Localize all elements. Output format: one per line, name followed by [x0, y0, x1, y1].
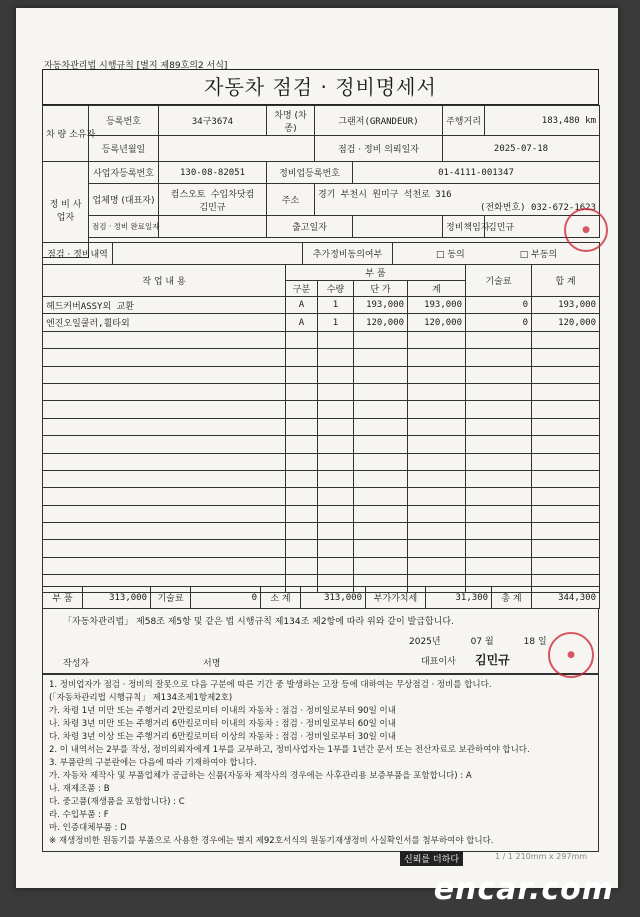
- writer-label: 작성자: [63, 659, 90, 669]
- cell-unit: [354, 436, 408, 453]
- address-text: 경기 부천시 원미구 석천로 316: [318, 190, 452, 200]
- cell-qty: [318, 488, 354, 505]
- note-line: 마. 인증대체부품 : D: [49, 823, 127, 833]
- cell-unit: [354, 418, 408, 435]
- cell-qty: [318, 557, 354, 574]
- cell-unit: [354, 366, 408, 383]
- owner-label: 차 량 소유자: [43, 106, 89, 162]
- release: [353, 216, 443, 238]
- parts-label: 부 품: [286, 265, 466, 281]
- cell-work: [43, 540, 286, 557]
- cell-div: [286, 540, 318, 557]
- cell-sum: [408, 401, 466, 418]
- cell-work: [43, 523, 286, 540]
- cell-work: [43, 436, 286, 453]
- cell-sum: [408, 470, 466, 487]
- cell-div: [286, 505, 318, 522]
- cell-div: [286, 488, 318, 505]
- cell-qty: [318, 418, 354, 435]
- cell-unit: [354, 488, 408, 505]
- parts-total: 313,000: [83, 587, 151, 609]
- cell-work: [43, 453, 286, 470]
- shop-reg-label: 정비업등록번호: [267, 162, 353, 184]
- cell-total: [532, 331, 600, 348]
- labor-total: 0: [191, 587, 261, 609]
- cell-labor: [466, 453, 532, 470]
- page-info: 1 / 1 210mm x 297mm: [495, 852, 588, 861]
- cell-total: 120,000: [532, 314, 600, 331]
- cell-sum: [408, 383, 466, 400]
- cell-qty: [318, 453, 354, 470]
- company: [159, 184, 267, 216]
- cell-unit: 193,000: [354, 297, 408, 314]
- cell-div: [286, 470, 318, 487]
- cell-total: 193,000: [532, 297, 600, 314]
- cell-work: 헤드커버ASSY외 교환: [43, 297, 286, 314]
- cell-div: [286, 366, 318, 383]
- table-row: [43, 349, 600, 366]
- note-line: 가. 자동차 제작사 및 부품업체가 공급하는 신품(자동차 제작사의 경우에는 사후관리용 보증부품을 포함합니다) : A: [49, 771, 472, 781]
- cell-labor: [466, 488, 532, 505]
- cell-labor: 0: [466, 314, 532, 331]
- company-label: 업체명 (대표자): [89, 184, 159, 216]
- cell-unit: [354, 505, 408, 522]
- cell-labor: 0: [466, 297, 532, 314]
- work-label: 작 업 내 용: [43, 265, 286, 297]
- document-title: 자동차 점검 · 정비명세서: [42, 69, 599, 105]
- cell-qty: [318, 523, 354, 540]
- cell-labor: [466, 383, 532, 400]
- cell-div: A: [286, 314, 318, 331]
- table-row: [43, 297, 600, 314]
- cell-work: [43, 470, 286, 487]
- cell-div: [286, 418, 318, 435]
- cell-qty: [318, 331, 354, 348]
- reg-no-label: 등록번호: [89, 106, 159, 136]
- cell-sum: [408, 418, 466, 435]
- cell-sum: [408, 540, 466, 557]
- table-row: [43, 505, 600, 522]
- company-rep: 김민규: [199, 202, 226, 213]
- cell-total: [532, 349, 600, 366]
- cell-labor: [466, 523, 532, 540]
- vehicle-shop-table: [42, 105, 600, 258]
- work-table: [42, 264, 600, 593]
- cell-work: [43, 331, 286, 348]
- table-row: [43, 557, 600, 574]
- cell-sum: [408, 523, 466, 540]
- watermark-logo: encar.com: [433, 872, 614, 907]
- cell-sum: [408, 366, 466, 383]
- reg-year: [159, 136, 315, 162]
- cell-div: [286, 436, 318, 453]
- cell-qty: 1: [318, 314, 354, 331]
- total-label: 합 계: [532, 265, 600, 297]
- note-line: 2. 이 내역서는 2부를 작성, 정비의뢰자에게 1부를 교부하고, 정비사업자는 1부를 1년간 문서 또는 전산자료로 보관하여야 합니다.: [49, 745, 530, 755]
- consent-label: 추가정비동의여부: [303, 243, 393, 265]
- car-name-label: 차명 (차종): [267, 106, 315, 136]
- cell-work: [43, 366, 286, 383]
- footer-tag: 신뢰를 더하다: [400, 851, 463, 866]
- cell-labor: [466, 470, 532, 487]
- cell-work: [43, 383, 286, 400]
- cell-work: [43, 418, 286, 435]
- subtotal: 313,000: [301, 587, 366, 609]
- labor-total-label: 기술료: [151, 587, 191, 609]
- table-row: [43, 453, 600, 470]
- cell-labor: [466, 418, 532, 435]
- cell-total: [532, 453, 600, 470]
- cell-div: [286, 349, 318, 366]
- ceo-label: 대표이사: [421, 657, 456, 667]
- shop-reg: 01-4111-001347: [353, 162, 600, 184]
- car-name: 그랜저(GRANDEUR): [315, 106, 443, 136]
- table-row: [43, 383, 600, 400]
- cell-div: A: [286, 297, 318, 314]
- release-label: 출고일자: [267, 216, 353, 238]
- company-seal-stamp: ●: [564, 208, 608, 252]
- cell-sum: [408, 505, 466, 522]
- note-line: 나. 차령 3년 미만 또는 주행거리 6만킬로미터 이내의 자동차 : 점검 · 정비일로부터 60일 이내: [49, 719, 396, 729]
- mileage: 183,480 km: [485, 106, 600, 136]
- mileage-unit: km: [585, 115, 596, 126]
- subtotal-label: 소 계: [261, 587, 301, 609]
- unit-label: 단 가: [354, 281, 408, 297]
- table-row: [43, 436, 600, 453]
- cell-unit: 120,000: [354, 314, 408, 331]
- manager-label: 정비책임자: [443, 216, 485, 238]
- cell-qty: [318, 505, 354, 522]
- cell-labor: [466, 401, 532, 418]
- table-row: [43, 401, 600, 418]
- cell-labor: [466, 557, 532, 574]
- cell-qty: [318, 470, 354, 487]
- cell-total: [532, 383, 600, 400]
- vat: 31,300: [426, 587, 492, 609]
- statement: 「자동차관리법」 제58조 제5항 및 같은 법 시행규칙 제134조 제2항에 따라 위와 같이 발급합니다.: [63, 617, 454, 627]
- manager: 김민규: [485, 216, 600, 238]
- cell-qty: [318, 383, 354, 400]
- cell-work: [43, 401, 286, 418]
- grand-total-label: 총 계: [492, 587, 532, 609]
- table-row: [43, 366, 600, 383]
- cell-labor: [466, 436, 532, 453]
- sum-label: 계: [408, 281, 466, 297]
- note-line: (「자동차관리법 시행규칙」 제134조제1항제2호): [49, 693, 233, 703]
- cell-sum: [408, 453, 466, 470]
- cell-div: [286, 401, 318, 418]
- cell-sum: [408, 557, 466, 574]
- cell-total: [532, 470, 600, 487]
- cell-div: [286, 557, 318, 574]
- sign-label: 서명: [203, 659, 221, 669]
- biz-no: 130-08-82051: [159, 162, 267, 184]
- cell-labor: [466, 366, 532, 383]
- cell-div: [286, 331, 318, 348]
- cell-labor: [466, 505, 532, 522]
- vat-label: 부가가치세: [366, 587, 426, 609]
- cell-total: [532, 401, 600, 418]
- cell-qty: [318, 349, 354, 366]
- ceo-name: 김민규: [475, 653, 510, 667]
- note-line: 가. 차령 1년 미만 또는 주행거리 2만킬로미터 이내의 자동차 : 점검 · 정비일로부터 90일 이내: [49, 706, 396, 716]
- cell-qty: [318, 540, 354, 557]
- company-name: 컴스오토 수입차닷컴: [170, 189, 255, 200]
- table-row: [43, 488, 600, 505]
- table-row: [43, 540, 600, 557]
- complete-date-label: 점검 · 정비 완료일자: [89, 216, 159, 238]
- consent-table: [42, 242, 600, 265]
- statement-block: [42, 608, 599, 674]
- cell-unit: [354, 470, 408, 487]
- cell-work: [43, 488, 286, 505]
- cell-work: 엔진오일쿨러,휠타외: [43, 314, 286, 331]
- cell-unit: [354, 331, 408, 348]
- cell-unit: [354, 523, 408, 540]
- cell-total: [532, 557, 600, 574]
- cell-div: [286, 453, 318, 470]
- cell-qty: [318, 401, 354, 418]
- cell-work: [43, 557, 286, 574]
- qty-label: 수량: [318, 281, 354, 297]
- cell-total: [532, 418, 600, 435]
- ceo-seal-stamp: ●: [548, 632, 594, 678]
- cell-unit: [354, 349, 408, 366]
- table-row: [43, 470, 600, 487]
- cell-unit: [354, 383, 408, 400]
- cell-unit: [354, 557, 408, 574]
- request-date: 2025-07-18: [443, 136, 600, 162]
- note-line: 라. 수입부품 : F: [49, 810, 109, 820]
- cell-work: [43, 505, 286, 522]
- cell-work: [43, 349, 286, 366]
- table-row: [43, 314, 600, 331]
- cell-sum: 120,000: [408, 314, 466, 331]
- cell-qty: [318, 436, 354, 453]
- cell-unit: [354, 540, 408, 557]
- cell-labor: [466, 540, 532, 557]
- form-number: 자동차관리법 시행규칙 [별지 제89호의2 서식]: [44, 61, 228, 71]
- cell-sum: [408, 488, 466, 505]
- cell-total: [532, 540, 600, 557]
- cell-total: [532, 523, 600, 540]
- address: [315, 184, 600, 216]
- note-line: 3. 부품란의 구분란에는 다음에 따라 기재하여야 합니다.: [49, 758, 257, 768]
- shop-label: 정 비 사업자: [43, 162, 89, 258]
- inspection-label: 점검 · 정비내역: [43, 243, 113, 265]
- parts-total-label: 부 품: [43, 587, 83, 609]
- reg-year-label: 등록년월일: [89, 136, 159, 162]
- cell-sum: 193,000: [408, 297, 466, 314]
- agree-checkbox[interactable]: □ 동의: [436, 250, 465, 260]
- note-line: ※ 재생정비한 원동기를 부품으로 사용한 경우에는 별지 제92호서식의 원동기재생정비 사실확인서를 첨부하여야 합니다.: [49, 836, 494, 846]
- cell-total: [532, 488, 600, 505]
- cell-labor: [466, 349, 532, 366]
- table-row: [43, 331, 600, 348]
- div-label: 구분: [286, 281, 318, 297]
- table-row: [43, 523, 600, 540]
- totals-table: [42, 586, 600, 609]
- note-line: 1. 정비업자가 점검 · 정비의 잘못으로 다음 구분에 따른 기간 중 발생하는 고장 등에 대하여는 무상점검 · 정비를 합니다.: [49, 680, 492, 690]
- complete-date: [159, 216, 267, 238]
- cell-div: [286, 383, 318, 400]
- grand-total: 344,300: [532, 587, 600, 609]
- notes-block: [42, 674, 599, 852]
- cell-qty: [318, 366, 354, 383]
- issue-date: 2025년 07 월 18 일: [409, 637, 547, 647]
- biz-no-label: 사업자등록번호: [89, 162, 159, 184]
- address-label: 주소: [267, 184, 315, 216]
- mileage-label: 주행거리: [443, 106, 485, 136]
- cell-labor: [466, 331, 532, 348]
- cell-sum: [408, 349, 466, 366]
- cell-total: [532, 505, 600, 522]
- cell-unit: [354, 401, 408, 418]
- labor-label: 기술료: [466, 265, 532, 297]
- note-line: 다. 중고품(재생품을 포함합니다) : C: [49, 797, 185, 807]
- cell-total: [532, 366, 600, 383]
- disagree-checkbox[interactable]: □ 부동의: [519, 250, 558, 260]
- cell-total: [532, 436, 600, 453]
- cell-sum: [408, 436, 466, 453]
- cell-div: [286, 523, 318, 540]
- cell-qty: 1: [318, 297, 354, 314]
- note-line: 다. 차령 3년 이상 또는 주행거리 6만킬로미터 이상의 자동차 : 점검 · 정비일로부터 30일 이내: [49, 732, 396, 742]
- request-date-label: 점검 · 정비 의뢰일자: [315, 136, 443, 162]
- table-row: [43, 418, 600, 435]
- note-line: 나. 재제조품 : B: [49, 784, 110, 794]
- cell-sum: [408, 331, 466, 348]
- phone: (전화번호) 032-672-1623: [479, 203, 596, 213]
- cell-unit: [354, 453, 408, 470]
- reg-no: 34구3674: [159, 106, 267, 136]
